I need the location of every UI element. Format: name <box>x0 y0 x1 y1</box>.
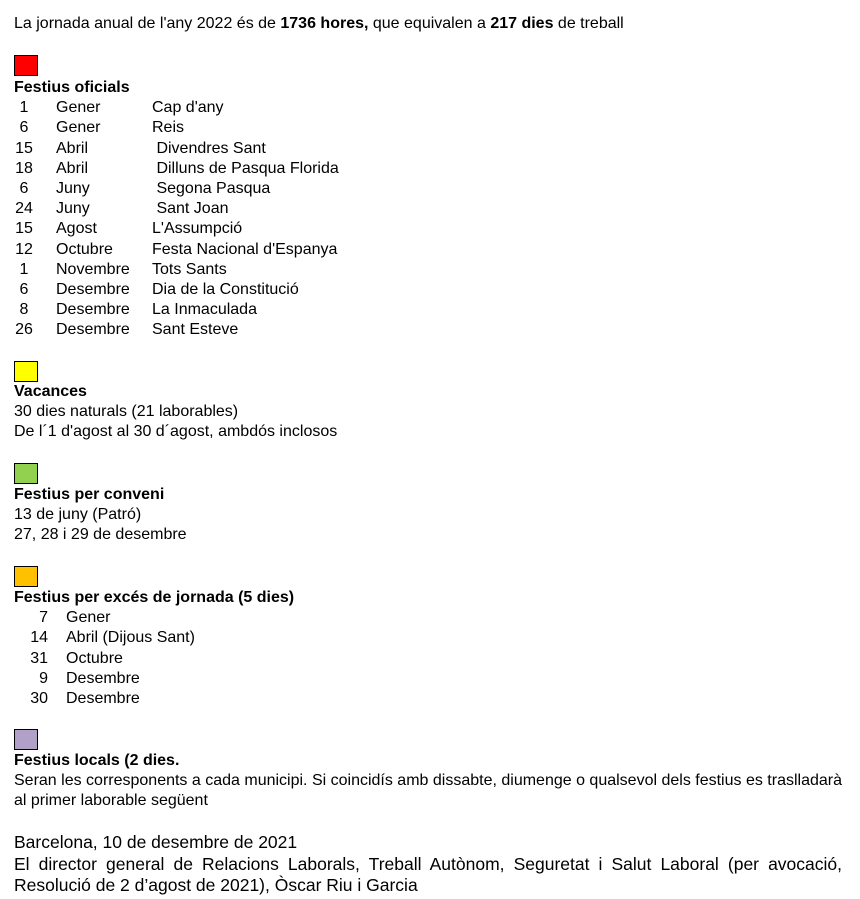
official-holiday-row <box>14 179 271 199</box>
holiday-day: 15 <box>15 220 33 238</box>
agreement-section <box>14 485 187 546</box>
holiday-day: 7 <box>39 609 48 627</box>
excess-title: Festius per excés de jornada (5 dies) <box>14 589 295 606</box>
official-holiday-row <box>14 280 299 300</box>
excess-holiday-row <box>14 669 294 689</box>
holiday-name: L'Assumpció <box>152 220 243 238</box>
holiday-name: Cap d'any <box>152 99 224 117</box>
holiday-day: 24 <box>15 200 33 218</box>
vacation-title: Vacances <box>14 383 87 400</box>
excess-color-swatch <box>14 566 38 587</box>
holiday-month: Abril <box>56 159 89 177</box>
official-holiday-row <box>14 159 339 179</box>
holiday-day: 26 <box>15 321 33 339</box>
official-holiday-row <box>14 260 227 280</box>
holiday-day: 30 <box>30 689 48 707</box>
excess-holiday-row <box>14 649 294 669</box>
official-title: Festius oficials <box>14 79 130 96</box>
holiday-day: 8 <box>19 301 29 319</box>
holiday-day: 18 <box>15 159 33 177</box>
official-holiday-row <box>14 300 257 320</box>
local-color-swatch <box>14 729 38 750</box>
place-date: Barcelona, 10 de desembre de 2021 <box>14 832 298 852</box>
holiday-month: Juny <box>56 179 90 197</box>
holiday-name: Sant Joan <box>152 200 229 218</box>
intro-text <box>14 14 624 34</box>
holiday-month: Novembre <box>56 260 130 278</box>
holiday-month: Abril (Dijous Sant) <box>66 629 195 647</box>
holiday-name: Segona Pasqua <box>152 179 271 197</box>
holiday-day: 6 <box>19 179 29 197</box>
local-section <box>14 751 842 812</box>
excess-holiday-row <box>14 628 294 648</box>
holiday-month: Desembre <box>56 321 130 339</box>
local-text: Seran les corresponents a cada municipi. Si coincidís amb dissabte, diumenge o qualsevol dels festius es traslladarà al primer laborable següent <box>14 772 842 810</box>
holiday-name: Tots Sants <box>152 260 227 278</box>
intro-pre: La jornada anual de l'any 2022 és de <box>14 15 281 32</box>
vacation-section <box>14 382 337 443</box>
official-color-swatch <box>14 55 38 76</box>
holiday-name: La Inmaculada <box>152 301 257 319</box>
official-section <box>14 78 339 340</box>
holiday-day: 6 <box>19 119 29 137</box>
official-holiday-row <box>14 98 224 118</box>
days-value: 217 dies <box>490 15 554 32</box>
official-holiday-row <box>14 139 266 159</box>
vacation-line: De l´1 d'agost al 30 d´agost, ambdós inclosos <box>14 423 338 441</box>
holiday-name: Festa Nacional d'Espanya <box>152 240 338 258</box>
official-holiday-row <box>14 118 185 138</box>
holiday-month: Gener <box>56 119 101 137</box>
holiday-day: 15 <box>15 139 33 157</box>
signatory-text: El director general de Relacions Laborals, Treball Autònom, Seguretat i Salut Laboral (per avocació, Resolució de 2 d’agost de 2021), Òscar Riu i Garcia <box>14 853 842 895</box>
agreement-line: 13 de juny (Patró) <box>14 506 142 524</box>
holiday-month: Gener <box>56 99 101 117</box>
holiday-day: 31 <box>30 649 48 667</box>
holiday-month: Abril <box>56 139 89 157</box>
holiday-month: Desembre <box>56 301 130 319</box>
holiday-day: 9 <box>39 669 48 687</box>
holiday-month: Octubre <box>56 240 113 258</box>
holiday-month: Desembre <box>66 669 140 687</box>
holiday-name: Divendres Sant <box>152 139 266 157</box>
hours-value: 1736 hores, <box>280 15 369 32</box>
holiday-month: Octubre <box>66 649 123 667</box>
holiday-month: Desembre <box>66 689 140 707</box>
holiday-name: Dilluns de Pasqua Florida <box>152 159 339 177</box>
holiday-month: Desembre <box>56 280 130 298</box>
holiday-month: Gener <box>66 609 111 627</box>
agreement-line: 27, 28 i 29 de desembre <box>14 526 187 544</box>
official-holiday-row <box>14 199 229 219</box>
official-holiday-row <box>14 219 243 239</box>
excess-holiday-row <box>14 689 294 709</box>
agreement-color-swatch <box>14 463 38 484</box>
excess-section <box>14 588 294 709</box>
vacation-color-swatch <box>14 361 38 382</box>
holiday-day: 1 <box>19 260 29 278</box>
official-holiday-row <box>14 320 239 340</box>
holiday-day: 14 <box>30 629 48 647</box>
holiday-name: Sant Esteve <box>152 321 239 339</box>
holiday-month: Juny <box>56 200 90 218</box>
vacation-line: 30 dies naturals (21 laborables) <box>14 403 239 421</box>
intro-post: de treball <box>553 15 624 32</box>
excess-holiday-row <box>14 608 294 628</box>
holiday-day: 12 <box>15 240 33 258</box>
intro-mid: que equivalen a <box>368 15 491 32</box>
holiday-name: Reis <box>152 119 185 137</box>
holiday-day: 1 <box>19 99 29 117</box>
holiday-name: Dia de la Constitució <box>152 280 299 298</box>
agreement-title: Festius per conveni <box>14 486 165 503</box>
holiday-month: Agost <box>56 220 97 238</box>
official-holiday-row <box>14 240 338 260</box>
signature-block <box>14 832 842 897</box>
holiday-day: 6 <box>19 280 29 298</box>
local-title: Festius locals (2 dies. <box>14 752 180 769</box>
